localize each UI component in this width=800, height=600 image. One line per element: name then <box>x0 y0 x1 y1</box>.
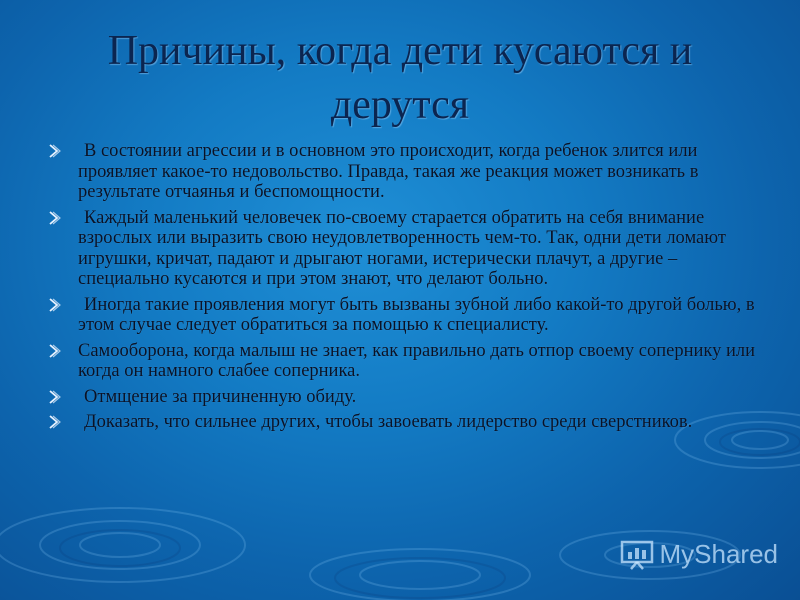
watermark <box>620 539 779 570</box>
arrow-checkmark-icon <box>48 298 62 312</box>
bullet-text: В состоянии агрессии и в основном это происходит, когда ребенок злится или проявляет какое-то недовольство. Правда, такая же реакция может возникать в результате отчаянья и беспомощности. <box>78 141 699 202</box>
presentation-board-icon <box>620 540 654 570</box>
bullet-item <box>48 295 758 336</box>
bullet-text: Отмщение за причиненную обиду. <box>84 386 357 407</box>
bullet-item <box>48 387 758 408</box>
arrow-checkmark-icon <box>48 144 62 158</box>
arrow-checkmark-icon <box>48 415 62 429</box>
arrow-checkmark-icon <box>48 211 62 225</box>
watermark-label: MyShared <box>659 539 778 569</box>
bullet-item <box>48 141 758 203</box>
bullet-text: Доказать, что сильнее других, чтобы завоевать лидерство среди сверстников. <box>84 412 693 432</box>
bullet-item <box>48 341 758 382</box>
bullet-item <box>48 208 758 290</box>
arrow-checkmark-icon <box>48 344 62 358</box>
slide-title: Причины, когда дети кусаются и дерутся <box>107 28 693 128</box>
bullet-text: Иногда такие проявления могут быть вызваны зубной либо какой-то другой болью, в этом случае следует обратиться за помощью к специалисту. <box>78 294 755 335</box>
bullet-text: Каждый маленький человечек по-своему старается обратить на себя внимание взрослых или выразить свою неудовлетворенность чем-то. Так, одни дети ломают игрушки, кричат, падают и дрыгают ногами, истерически плачут, а другие – специально кусаются и при этом знают, что делают больно. <box>78 207 726 289</box>
bullet-list <box>48 141 758 438</box>
bullet-text: Самооборона, когда малыш не знает, как правильно дать отпор своему сопернику или когда он намного слабее соперника. <box>78 340 756 381</box>
bullet-item <box>48 412 758 433</box>
arrow-checkmark-icon <box>48 390 62 404</box>
